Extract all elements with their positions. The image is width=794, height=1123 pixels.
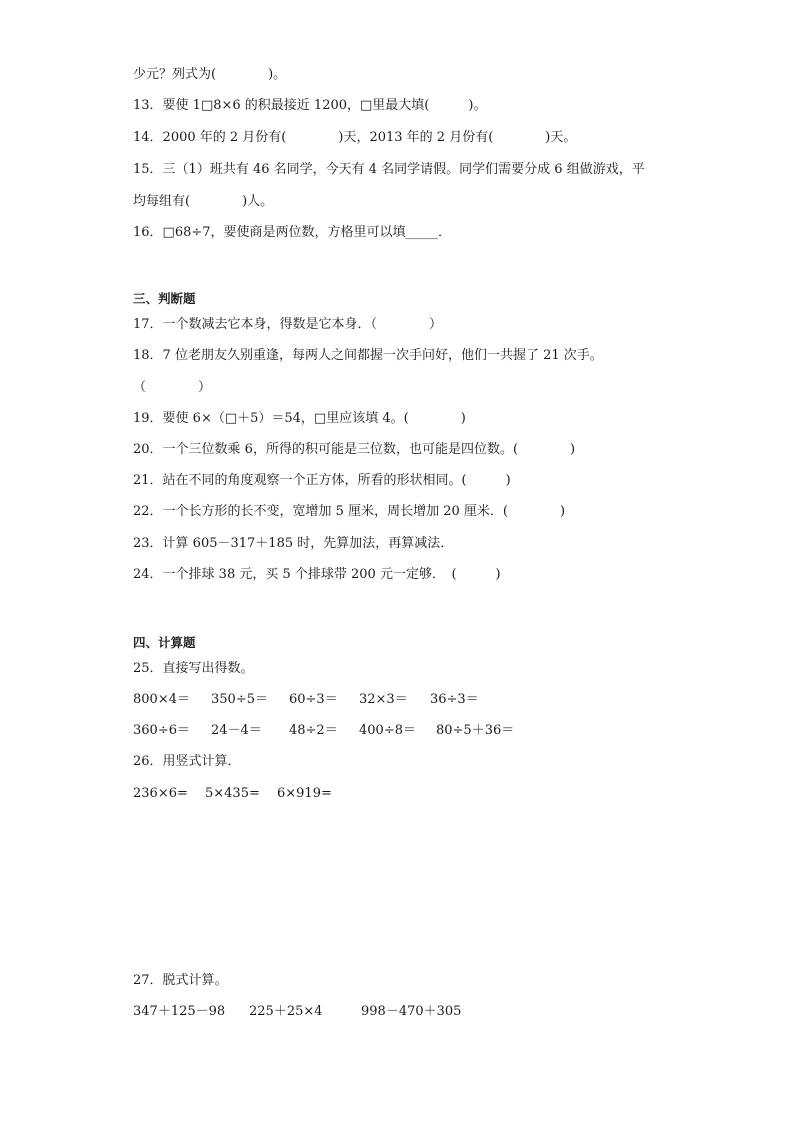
question-24: 24．一个排球 38 元，买 5 个排球带 200 元一定够． ( ) — [133, 567, 501, 582]
question-15-continuation: 均每组有( )人。 — [133, 194, 274, 209]
oral-calc-item: 60÷3＝ — [289, 692, 338, 707]
oral-calc-item: 350÷5＝ — [211, 692, 268, 707]
oral-calc-item: 800×4＝ — [133, 692, 190, 707]
question-20: 20．一个三位数乘 6，所得的积可能是三位数，也可能是四位数。( ) — [133, 442, 576, 457]
vertical-calc-item: 6×919= — [277, 786, 332, 801]
section-title: 三、判断题 — [133, 291, 196, 306]
question-18-answer: （ ） — [133, 380, 212, 395]
question-12-continuation: 少元？列式为( )。 — [133, 67, 287, 82]
question-16: 16．□68÷7，要使商是两位数，方格里可以填_____． — [133, 225, 452, 240]
oral-calc-item: 24－4＝ — [211, 723, 262, 738]
oral-calc-item: 32×3＝ — [359, 692, 408, 707]
question-14: 14．2000 年的 2 月份有( )天，2013 年的 2 月份有( )天。 — [133, 130, 577, 145]
question-26-label: 26．用竖式计算． — [133, 754, 241, 769]
question-27-label: 27．脱式计算。 — [133, 973, 228, 988]
section-title: 四、计算题 — [133, 635, 196, 650]
oral-calc-item: 80÷5＋36＝ — [436, 723, 515, 738]
question-15: 15．三（1）班共有 46 名同学，今天有 4 名同学请假。同学们需要分成 6 组做游戏，平 — [133, 162, 645, 177]
step-calc-item: 998－470＋305 — [361, 1004, 462, 1019]
step-calc-item: 225＋25×4 — [249, 1004, 323, 1019]
oral-calc-item: 400÷8＝ — [359, 723, 416, 738]
oral-calc-item: 48÷2＝ — [289, 723, 338, 738]
oral-calc-item: 36÷3＝ — [430, 692, 479, 707]
question-17: 17．一个数减去它本身，得数是它本身．（ ） — [133, 317, 443, 332]
question-25-label: 25．直接写出得数。 — [133, 661, 254, 676]
vertical-calc-item: 236×6= — [133, 786, 188, 801]
step-calc-item: 347＋125－98 — [133, 1004, 226, 1019]
question-23: 23．计算 605－317＋185 时，先算加法，再算减法． — [133, 536, 454, 551]
question-19: 19．要使 6×（□＋5）＝54，□里应该填 4。( ) — [133, 411, 466, 426]
oral-calc-item: 360÷6＝ — [133, 723, 190, 738]
vertical-calc-item: 5×435= — [205, 786, 260, 801]
question-13: 13．要使 1□8×6 的积最接近 1200，□里最大填( )。 — [133, 98, 487, 113]
question-22: 22．一个长方形的长不变，宽增加 5 厘米，周长增加 20 厘米．( ) — [133, 504, 566, 519]
question-21: 21．站在不同的角度观察一个正方体，所看的形状相同。( ) — [133, 473, 511, 488]
question-18: 18．7 位老朋友久别重逢，每两人之间都握一次手问好，他们一共握了 21 次手。 — [133, 348, 603, 363]
